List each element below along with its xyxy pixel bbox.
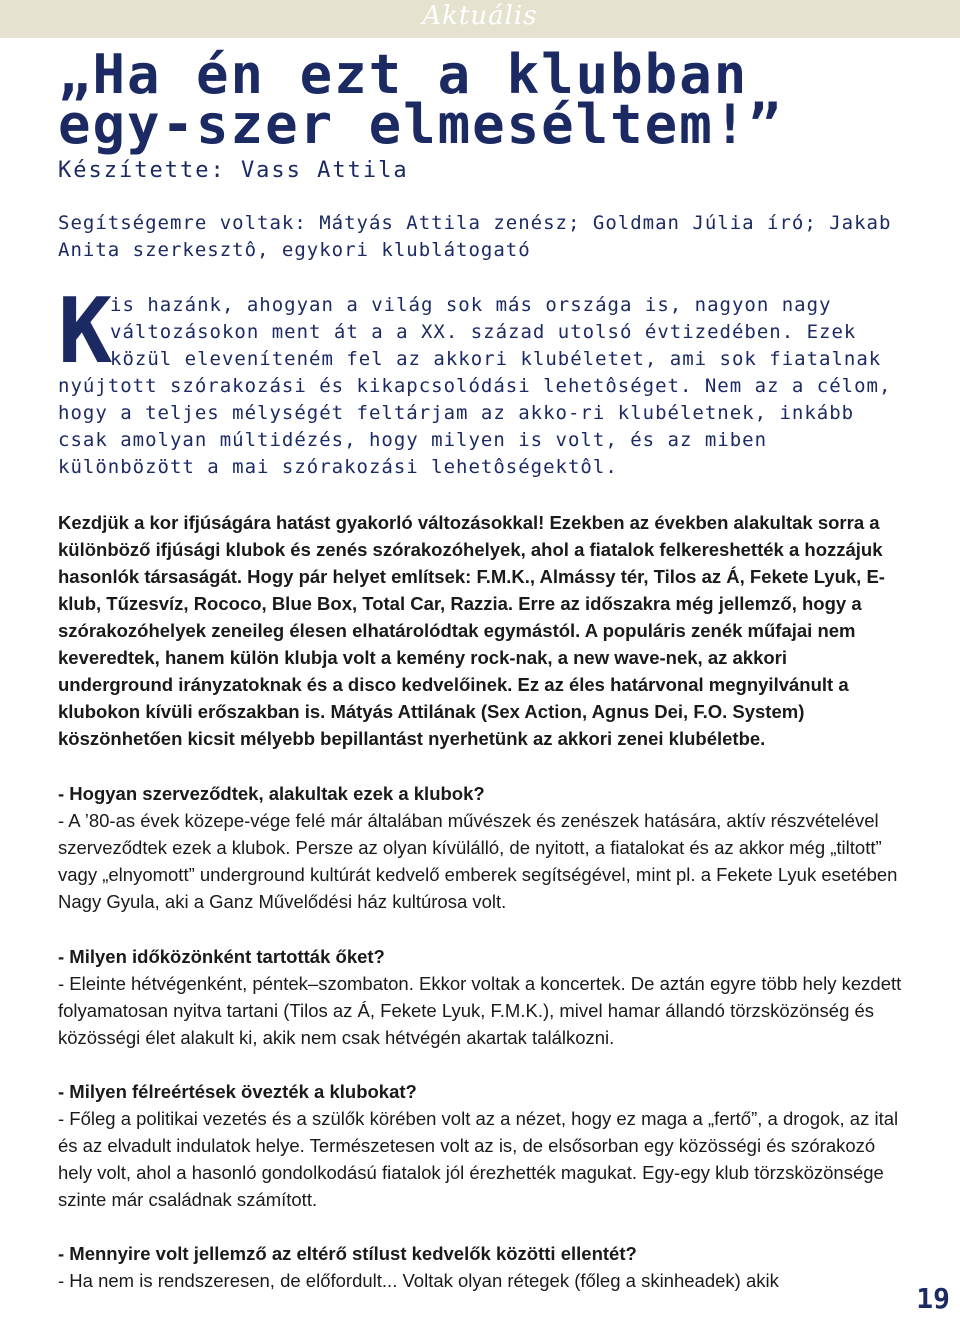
article-author: Készítette: Vass Attila [58,158,409,183]
interview-answer: - Ha nem is rendszeresen, de előfordult... Voltak olyan rétegek (főleg a skinheadek) akik [58,1270,779,1291]
article-title: „Ha én ezt a klubban egy-szer elmeséltem!” [58,43,783,156]
interview-answer: - Főleg a politikai vezetés és a szülők körében volt az a nézet, hogy ez maga a „fertő”, a drogok, az ital és az elvadult indulatok helye. Természetesen volt az is, de elsősorban egy közösségi és szórakozó hely volt, ahol a hasonló gondolkodású fiatalok jól érezhették magukat. Egy-egy klub törzsközönsége szinte már családnak számított. [58,1108,899,1210]
article-helpers: Segítségemre voltak: Mátyás Attila zenész; Goldman Júlia író; Jakab Anita szerkesztô, egykori klublátogató [58,212,892,261]
interview-answer: - Eleinte hétvégenként, péntek–szombaton. Ekkor voltak a koncertek. De aztán egyre több hely kezdett folyamatosan nyitva tartani (Tilos az Á, Fekete Lyuk, F.M.K.), mivel hamar állandó törzsközönség és közösségi élet alakult ki, akik nem csak hétvégén akartak találkozni. [58,973,902,1048]
qa-block [58,780,903,915]
article-lead [58,279,908,481]
qa-block [58,1078,903,1213]
qa-block [58,1240,903,1294]
interview-question: - Mennyire volt jellemző az eltérő stílust kedvelők közötti ellentét? [58,1243,637,1264]
drop-cap: K [58,279,114,384]
lead-text: is hazánk, ahogyan a világ sok más országa is, nagyon nagy változásokon ment át a a XX. század utolsó évtizedében. Ezek közül eleveníteném fel az akkori klubéletet, ami sok fiatalnak nyújtott szórakozási és kikapcsolódási lehetôséget. Nem az a célom, hogy a teljes mélységét feltárjam az akko-ri klubéletnek, inkább csak amolyan múltidézés, hogy milyen is volt, és az miben különbözött a mai szórakozási lehetôségektôl. [58,294,892,478]
section-header-bar [0,0,960,38]
interview-answer: - A ’80-as évek közepe-vége felé már általában művészek és zenészek hatására, aktív részvételével szerveződtek ezek a klubok. Persze az olyan kívülálló, de nyitott, a fiatalokat és az akkor még „tiltott” vagy „elnyomott” underground kultúrát kedvelő emberek segítségével, mint pl. a Fekete Lyuk esetében Nagy Gyula, aki a Ganz Művelődési ház kultúrosa volt. [58,810,898,912]
interview-question: - Milyen félreértések övezték a klubokat? [58,1081,417,1102]
section-label: Aktuális [422,1,538,31]
intro-paragraph: Kezdjük a kor ifjúságára hatást gyakorló változásokkal! Ezekben az években alakultak sorra a különböző ifjúsági klubok és zenés szórakozóhelyek, ahol a fiatalok felkereshették a hozzájuk hasonlók társaságát. Hogy pár helyet említsek: F.M.K., Almássy tér, Tilos az Á, Fekete Lyuk, E-klub, Tűzesvíz, Rococo, Blue Box, Total Car, Razzia. Erre az időszakra még jellemző, hogy a szórakozóhelyek zeneileg élesen elhatárolódtak egymástól. A populáris zenék műfajai nem keveredtek, hanem külön klubja volt a kemény rock-nak, a new wave-nek, az akkori underground irányzatoknak és a disco kedvelőinek. Ez az éles határvonal megnyilvánult a klubokon kívüli erőszakban is. Mátyás Attilának (Sex Action, Agnus Dei, F.O. System) köszönhetően kicsit mélyebb bepillantást nyerhetünk az akkori zenei klubéletbe. [58,512,885,749]
page-number: 19 [916,1282,950,1315]
qa-block [58,943,903,1051]
interview-question: - Hogyan szerveződtek, alakultak ezek a klubok? [58,783,485,804]
interview-question: - Milyen időközönként tartották őket? [58,946,385,967]
